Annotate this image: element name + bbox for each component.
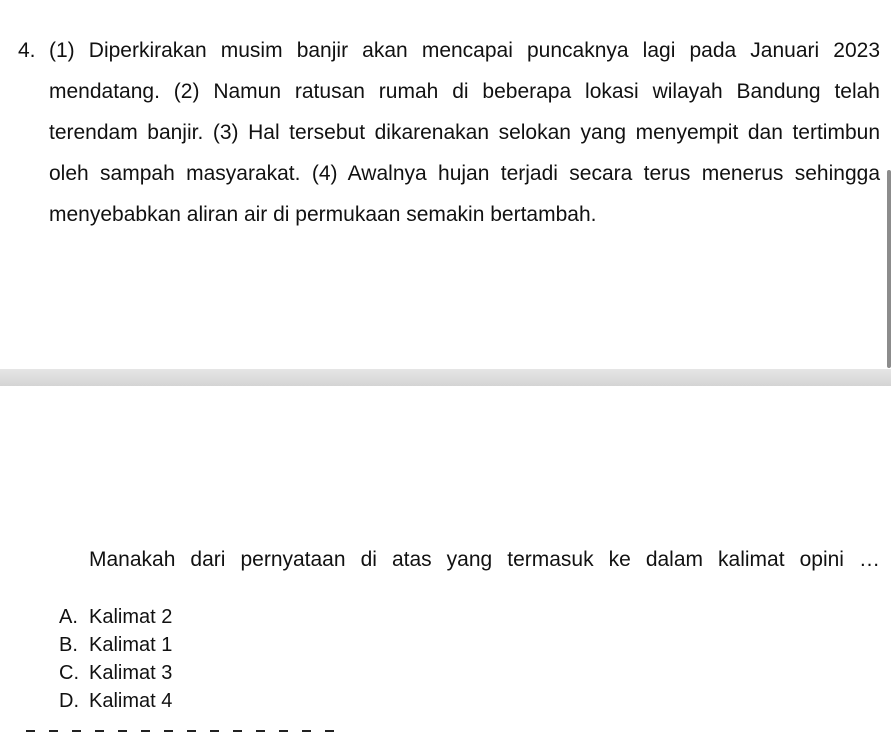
option-c[interactable] bbox=[59, 659, 172, 687]
question-4 bbox=[18, 30, 880, 235]
next-question-cutoff bbox=[26, 725, 366, 735]
option-d[interactable] bbox=[59, 687, 172, 715]
option-text: Kalimat 4 bbox=[89, 690, 173, 712]
scrollbar[interactable] bbox=[887, 170, 891, 368]
option-letter: C. bbox=[59, 662, 79, 684]
question-prompt: Manakah dari pernyataan di atas yang termasuk ke dalam kalimat opini … bbox=[89, 548, 880, 571]
answer-options bbox=[59, 603, 172, 715]
option-a[interactable] bbox=[59, 603, 172, 631]
option-letter: D. bbox=[59, 690, 79, 712]
option-letter: B. bbox=[59, 634, 78, 656]
question-passage: (1) Diperkirakan musim banjir akan mencapai puncaknya lagi pada Januari 2023 mendatang. (2) Namun ratusan rumah di beberapa lokasi wilayah Bandung telah terendam banjir. (3) Hal tersebut dikarenakan selokan yang menyempit dan tertimbun oleh sampah masyarakat. (4) Awalnya hujan terjadi secara terus menerus sehingga menyebabkan aliran air di permukaan semakin bertambah. bbox=[49, 39, 880, 226]
option-text: Kalimat 3 bbox=[89, 662, 173, 684]
page-divider bbox=[0, 369, 891, 386]
option-text: Kalimat 2 bbox=[89, 606, 173, 628]
option-text: Kalimat 1 bbox=[89, 634, 173, 656]
option-letter: A. bbox=[59, 606, 78, 628]
question-number: 4. bbox=[18, 39, 36, 62]
option-b[interactable] bbox=[59, 631, 172, 659]
